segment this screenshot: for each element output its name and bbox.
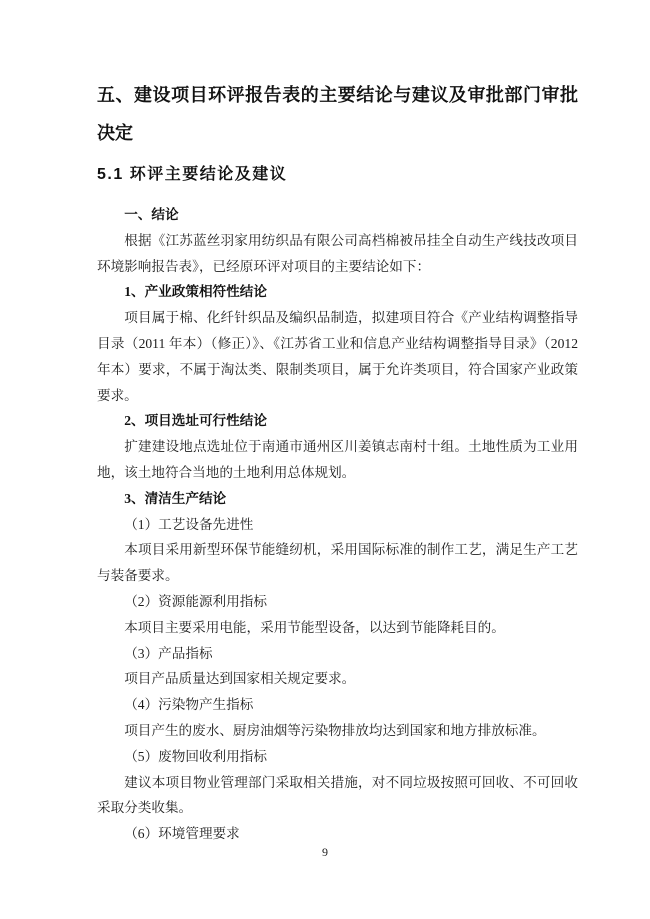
item-product-index: （3）产品指标 bbox=[124, 645, 213, 661]
sub-heading-conclusion: 一、结论 bbox=[124, 207, 179, 222]
paragraph-site-selection: 扩建建设地点选址位于南通市通州区川姜镇志南村十组。土地性质为工业用地，该土地符合当地的土地利用总体规划。 bbox=[97, 439, 578, 480]
section-heading: 5.1 环评主要结论及建议 bbox=[97, 166, 288, 183]
item-environment-management: （6）环境管理要求 bbox=[124, 826, 240, 842]
sub-heading-industry-policy: 1、产业政策相符性结论 bbox=[124, 284, 267, 300]
paragraph-product: 项目产品质量达到国家相关规定要求。 bbox=[124, 671, 356, 687]
item-resource-energy: （2）资源能源利用指标 bbox=[124, 593, 267, 609]
paragraph-pollutant: 项目产生的废水、厨房油烟等污染物排放均达到国家和地方排放标准。 bbox=[124, 722, 546, 738]
paragraph-equipment: 本项目采用新型环保节能缝纫机，采用国际标准的制作工艺，满足生产工艺与装备要求。 bbox=[97, 542, 578, 584]
paragraph-intro: 根据《江苏蓝丝羽家用纺织品有限公司高档棉被吊挂全自动生产线技改项目环境影响报告表》，已经原环评对项目的主要结论如下： bbox=[97, 232, 578, 274]
page-number: 9 bbox=[322, 845, 328, 859]
chapter-title: 五、建设项目环评报告表的主要结论与建议及审批部门审批决定 bbox=[97, 85, 578, 143]
item-equipment-advancement: （1）工艺设备先进性 bbox=[124, 516, 254, 532]
sub-heading-site-selection: 2、项目选址可行性结论 bbox=[124, 413, 267, 429]
item-pollutant-index: （4）污染物产生指标 bbox=[124, 697, 254, 713]
sub-heading-clean-production: 3、清洁生产结论 bbox=[124, 490, 227, 506]
paragraph-industry-policy: 项目属于棉、化纤针织品及编织品制造，拟建项目符合《产业结构调整指导目录（2011 年本）（修正）》、《江苏省工业和信息产业结构调整指导目录》（2012 年本）要求，不属于淘汰类、限制类项目，属于允许类项目，符合国家产业政策要求。 bbox=[97, 310, 578, 403]
item-waste-recycling: （5）废物回收利用指标 bbox=[124, 748, 267, 764]
paragraph-waste-recycling: 建议本项目物业管理部门采取相关措施，对不同垃圾按照可回收、不可回收采取分类收集。 bbox=[97, 774, 578, 816]
paragraph-energy: 本项目主要采用电能，采用节能型设备，以达到节能降耗目的。 bbox=[124, 619, 505, 635]
page-content bbox=[97, 76, 578, 847]
